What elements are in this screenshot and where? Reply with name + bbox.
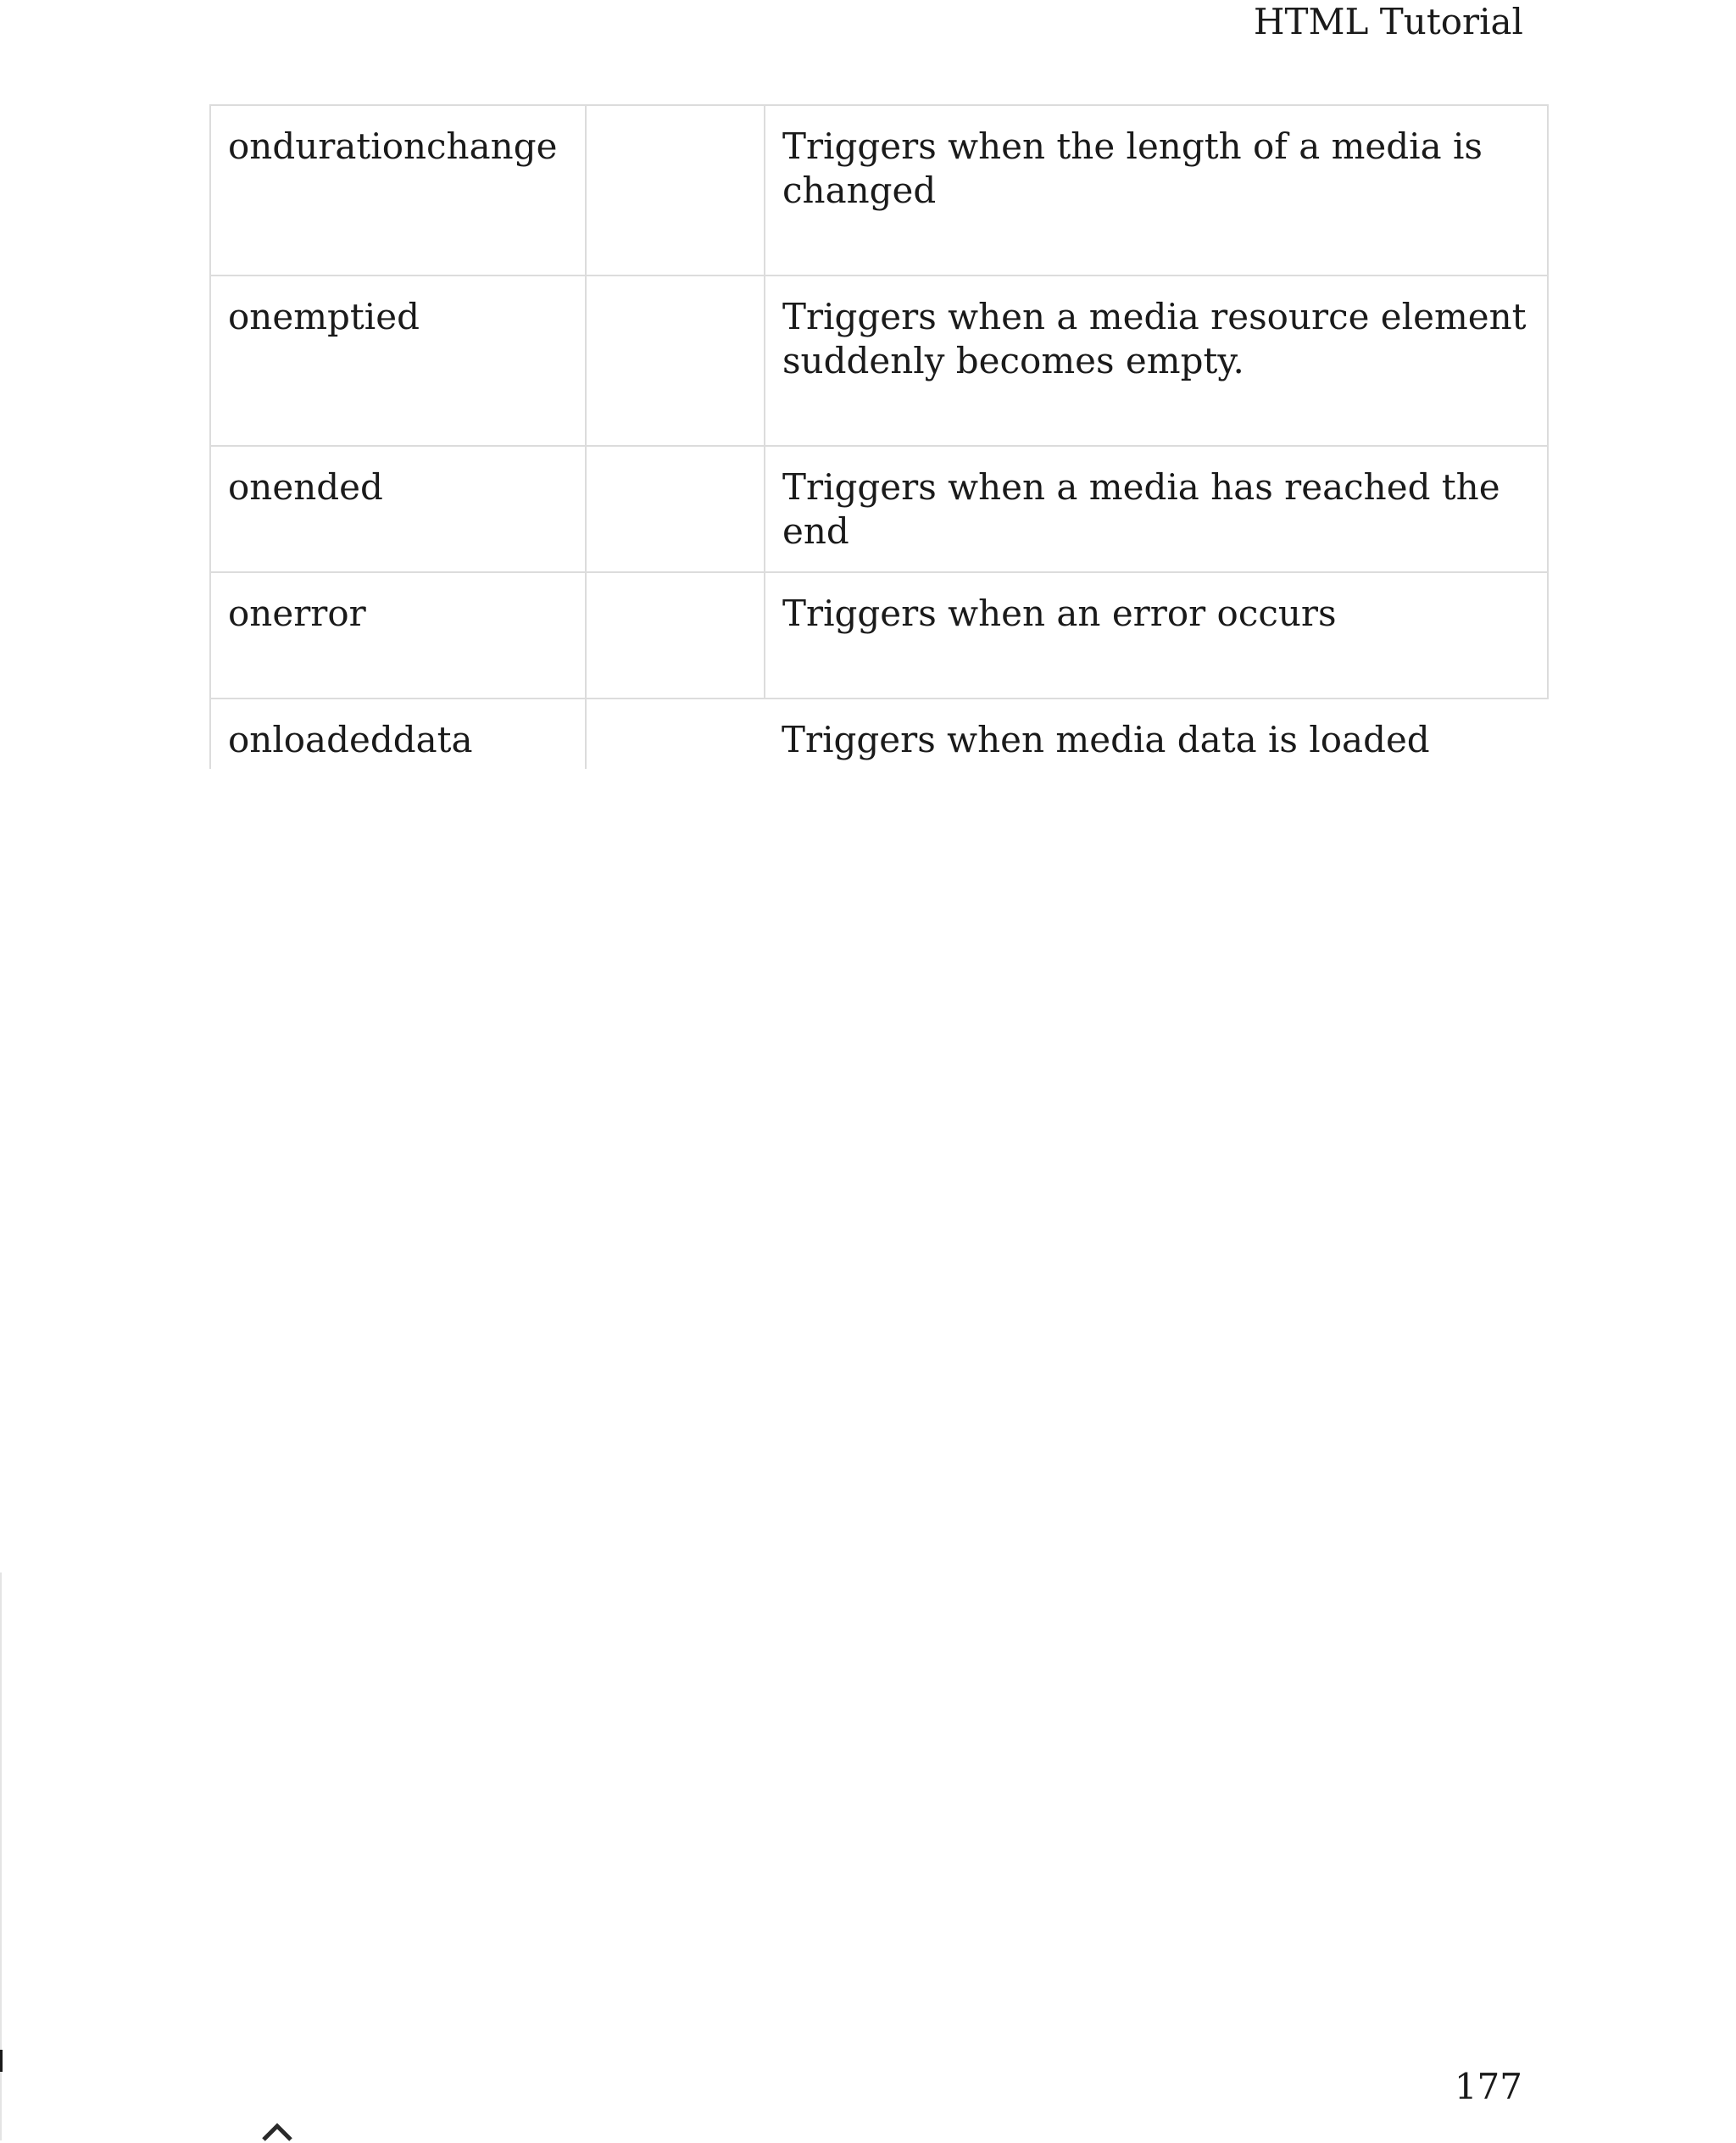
event-name-cell: ondurationchange	[210, 105, 586, 276]
event-value-cell	[586, 105, 765, 276]
table-row	[210, 572, 1548, 699]
event-description-cell: Triggers when a media has reached the end	[765, 446, 1548, 572]
event-attributes-table	[209, 104, 1549, 769]
table-row	[210, 276, 1548, 446]
event-description-cell: Triggers when a media resource element suddenly becomes empty.	[765, 276, 1548, 446]
event-name-cell: onended	[210, 446, 586, 572]
event-name-cell: onemptied	[210, 276, 586, 446]
event-description-cell: Triggers when media data is loaded	[782, 719, 1430, 760]
event-name-cell: onloadeddata	[210, 699, 586, 769]
event-value-cell	[586, 699, 765, 769]
table-row	[210, 699, 1548, 769]
table-row	[210, 105, 1548, 276]
event-value-cell	[586, 572, 765, 699]
event-description-cell: Triggers when an error occurs	[765, 572, 1548, 699]
table-row	[210, 446, 1548, 572]
event-description-cell: Triggers when the length of a media is changed	[765, 105, 1548, 276]
event-value-cell	[586, 276, 765, 446]
running-header: HTML Tutorial	[1253, 1, 1523, 42]
event-value-cell	[586, 446, 765, 572]
page-number: 177	[1454, 2066, 1522, 2107]
chevron-up-icon[interactable]	[260, 2118, 294, 2143]
page-edge-mark	[0, 2050, 3, 2072]
event-name-cell: onerror	[210, 572, 586, 699]
